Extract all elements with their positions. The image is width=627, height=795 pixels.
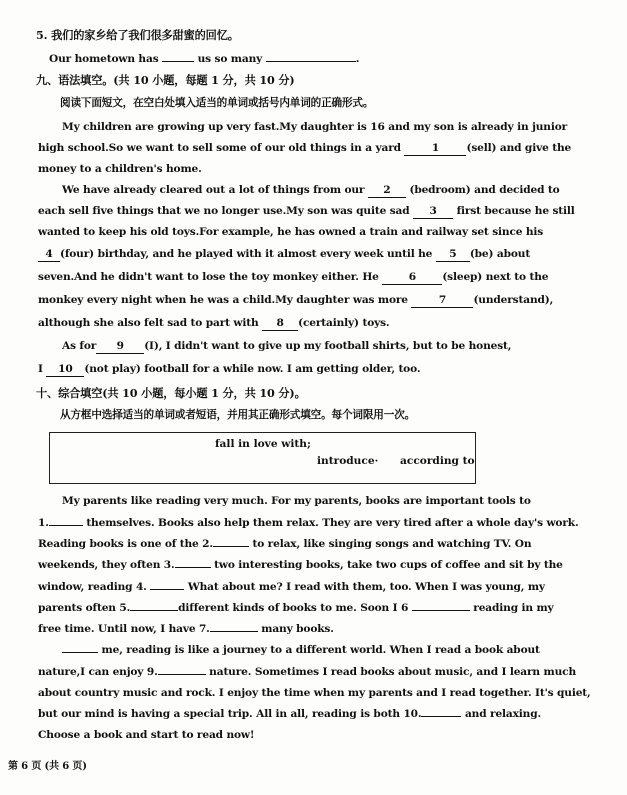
s10-l9b: nature. Sometimes I read books about music, and I learn much	[209, 666, 576, 678]
s9-l9b: (understand),	[473, 294, 554, 306]
s9-l10a: although she also felt sad to part with	[38, 317, 259, 329]
s10-l11a: but our mind is having a special trip. All in all, reading is both 10.	[38, 708, 422, 720]
s10-line-9	[38, 665, 576, 679]
s10-line-3	[38, 537, 531, 551]
s9-line-7	[38, 247, 530, 262]
s9-line-1: My children are growing up very fast.My daughter is 16 and my son is already in junior	[62, 121, 568, 133]
s10-line-12: Choose a book and start to read now!	[38, 729, 255, 741]
s9-l4b: (bedroom) and decided to	[409, 184, 560, 196]
q5-blank-3[interactable]	[304, 61, 356, 62]
s10-blank-7[interactable]	[210, 631, 258, 632]
q5-english	[49, 52, 359, 66]
s10-blank-5[interactable]	[130, 610, 178, 611]
s9-line-5	[38, 204, 575, 219]
s10-l4a: weekends, they often 3.	[38, 559, 175, 571]
q5-blank-1[interactable]	[162, 61, 194, 62]
s9-l8b: (sleep) next to the	[442, 271, 549, 283]
section10-instruction: 从方框中选择适当的单词或者短语，并用其正确形式填空。每个词限用一次。	[60, 409, 416, 421]
s9-blank-5[interactable]: 5	[436, 247, 470, 262]
s10-l6c: reading in my	[473, 602, 554, 614]
section9-title: 九、语法填空。(共 10 小题，每题 1 分，共 10 分)	[36, 73, 295, 87]
s9-l5a: each sell five things that we no longer use.My son was quite sad	[38, 205, 410, 217]
s9-blank-1[interactable]: 1	[404, 141, 466, 156]
s9-l4a: We have already cleared out a lot of things from our	[62, 184, 365, 196]
s9-l8a: seven.And he didn't want to lose the toy monkey either. He	[38, 271, 379, 283]
s9-line-11	[62, 339, 511, 354]
s10-line-10: about country music and rock. I enjoy the time when my parents and I read together. It's quiet,	[38, 687, 591, 699]
q5-period: .	[355, 53, 360, 65]
s10-l6b: different kinds of books to me. Soon I 6	[178, 602, 409, 614]
s10-line-4	[38, 558, 563, 572]
s9-line-9	[38, 293, 553, 308]
s9-blank-10[interactable]: 10	[46, 362, 84, 377]
s9-l12b: (not play) football for a while now. I am getting older, too.	[84, 363, 421, 375]
word-box	[49, 432, 476, 484]
q5-blank-2[interactable]	[266, 61, 304, 62]
s10-l6a: parents often 5.	[38, 602, 131, 614]
s9-line-2	[38, 141, 571, 156]
s10-line-6	[38, 601, 554, 615]
s9-blank-9[interactable]: 9	[96, 339, 144, 354]
q5-chinese: 5. 我们的家乡给了我们很多甜蜜的回忆。	[36, 28, 239, 42]
s10-line-1: My parents like reading very much. For my parents, books are important tools to	[62, 495, 531, 507]
box-word-1: fall in love with;	[215, 438, 311, 450]
box-word-2: introduce·	[317, 455, 379, 467]
s10-blank-9[interactable]	[158, 674, 206, 675]
s10-l11b: and relaxing.	[464, 708, 542, 720]
s9-blank-2[interactable]: 2	[368, 183, 406, 198]
s10-l9a: nature,I can enjoy 9.	[38, 666, 158, 678]
s9-line-8	[38, 270, 548, 285]
s9-l11a: As for	[62, 340, 97, 352]
s9-l2b: (sell) and give the	[466, 142, 572, 154]
s9-l12a: I	[38, 363, 43, 375]
s9-line-6: wanted to keep his old toys.For example, he has owned a train and railway set since his	[38, 226, 544, 238]
q5-text-a: Our hometown has	[49, 53, 159, 65]
s9-l7a: (four) birthday, and he played with it almost every week until he	[60, 248, 433, 260]
s10-blank-2[interactable]	[213, 546, 249, 547]
s9-l10b: (certainly) toys.	[298, 317, 390, 329]
s10-l2b: themselves. Books also help them relax. They are very tired after a whole day's work.	[86, 517, 579, 529]
s10-blank-3[interactable]	[175, 567, 211, 568]
s10-blank-10[interactable]	[421, 716, 461, 717]
s10-l3b: to relax, like singing songs and watching TV. On	[252, 538, 532, 550]
s9-blank-3[interactable]: 3	[413, 204, 453, 219]
s9-line-12	[38, 362, 420, 377]
s9-blank-7[interactable]: 7	[411, 293, 473, 308]
s10-line-7	[38, 622, 334, 636]
page-footer: 第 6 页 (共 6 页)	[8, 761, 87, 772]
box-word-3: according to	[400, 455, 475, 467]
s10-l5a: window, reading 4.	[38, 581, 147, 593]
s10-line-8	[62, 643, 540, 657]
s9-line-10	[38, 316, 389, 331]
s10-blank-4[interactable]	[150, 589, 184, 590]
s9-line-3: money to a children's home.	[38, 163, 202, 175]
s10-line-5	[38, 580, 545, 594]
s10-blank-6[interactable]	[412, 610, 470, 611]
s10-l4b: two interesting books, take two cups of coffee and sit by the	[214, 559, 563, 571]
s10-blank-8[interactable]	[62, 652, 98, 653]
s10-l7b: many books.	[261, 623, 334, 635]
s10-l8: me, reading is like a journey to a different world. When I read a book about	[101, 644, 540, 656]
s9-blank-8[interactable]: 8	[262, 316, 298, 331]
s9-l9a: monkey every night when he was a child.My daughter was more	[38, 294, 408, 306]
q5-text-b: us so many	[197, 53, 263, 65]
s9-blank-4[interactable]: 4	[38, 247, 60, 262]
s10-line-2	[38, 516, 579, 530]
s9-blank-6[interactable]: 6	[382, 270, 442, 285]
s10-l5b: What about me? I read with them, too. When I was young, my	[187, 581, 545, 593]
s10-blank-1[interactable]	[49, 525, 83, 526]
s9-l7b: (be) about	[469, 248, 531, 260]
s9-l11b: (I), I didn't want to give up my football shirts, but to be honest,	[144, 340, 512, 352]
s10-line-11	[38, 707, 541, 721]
s9-l5b: first because he still	[456, 205, 575, 217]
section10-title: 十、综合填空(共 10 小题，每小题 1 分，共 10 分)。	[36, 386, 306, 400]
s10-num-1: 1.	[38, 517, 49, 529]
s10-l3a: Reading books is one of the 2.	[38, 538, 213, 550]
section9-instruction: 阅读下面短文，在空白处填入适当的单词或括号内单词的正确形式。	[60, 97, 374, 109]
s9-line-4	[62, 183, 560, 198]
s9-l2a: high school.So we want to sell some of our old things in a yard	[38, 142, 401, 154]
s10-l7a: free time. Until now, I have 7.	[38, 623, 210, 635]
